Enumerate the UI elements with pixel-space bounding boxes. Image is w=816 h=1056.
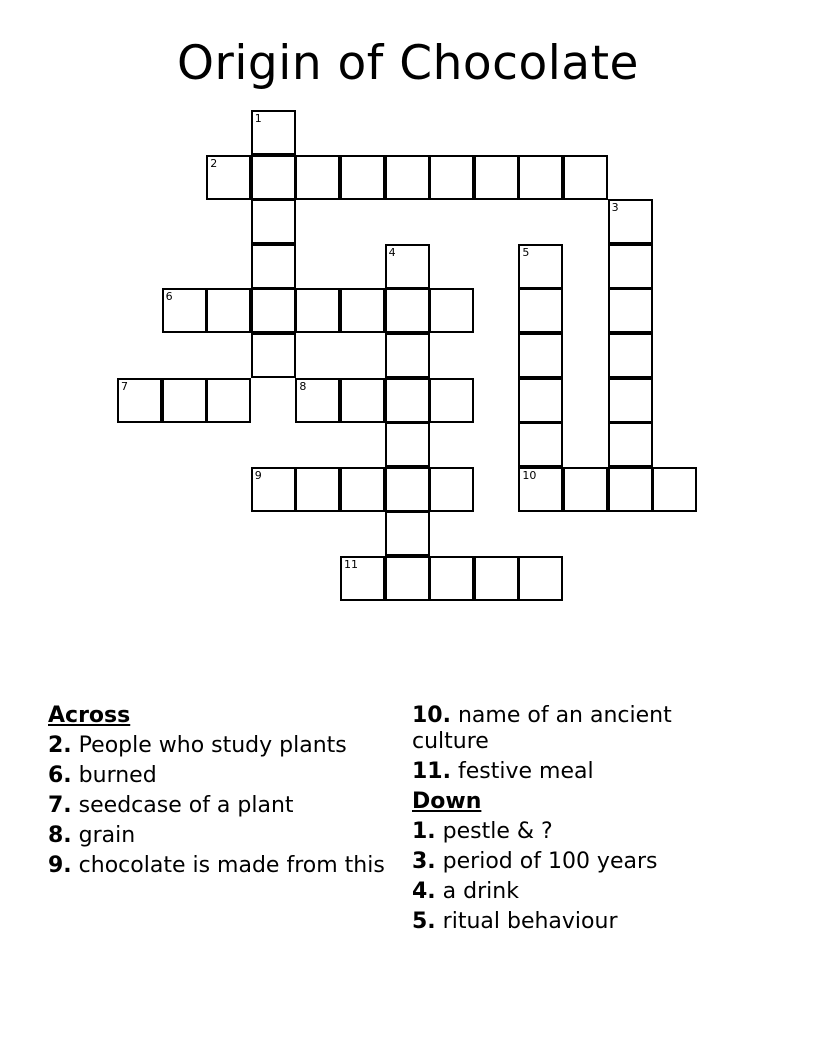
cell-number: 6	[165, 290, 173, 304]
across-clue-6	[48, 763, 393, 789]
across-clue-8	[48, 823, 393, 849]
crossword-cell[interactable]	[340, 467, 385, 512]
down-clue-1	[412, 819, 742, 845]
clue-text: ritual behaviour	[442, 909, 618, 934]
clue-text: seedcase of a plant	[78, 793, 294, 818]
crossword-cell[interactable]	[608, 467, 653, 512]
crossword-cell[interactable]	[385, 556, 430, 601]
crossword-cell[interactable]	[385, 244, 430, 289]
down-clue-4	[412, 879, 742, 905]
crossword-cell[interactable]	[295, 378, 340, 423]
clue-number: 5.	[412, 909, 436, 934]
crossword-cell[interactable]	[385, 288, 430, 333]
clue-number: 3.	[412, 849, 436, 874]
clue-number: 11.	[412, 759, 451, 784]
crossword-cell[interactable]	[251, 333, 296, 378]
crossword-cell[interactable]	[518, 288, 563, 333]
crossword-cell[interactable]	[295, 288, 340, 333]
clue-text: period of 100 years	[442, 849, 658, 874]
crossword-cell[interactable]	[385, 422, 430, 467]
across-clue-9	[48, 853, 393, 879]
crossword-cell[interactable]	[563, 155, 608, 200]
crossword-cell[interactable]	[340, 378, 385, 423]
crossword-cell[interactable]	[652, 467, 697, 512]
clue-text: People who study plants	[78, 733, 347, 758]
clue-number: 1.	[412, 819, 436, 844]
cell-number: 11	[344, 558, 358, 571]
page-title: Origin of Chocolate	[177, 36, 639, 91]
crossword-cell[interactable]	[429, 155, 474, 200]
crossword-cell[interactable]	[429, 288, 474, 333]
across-clue-10	[412, 703, 742, 755]
cell-number: 1	[254, 112, 262, 125]
cell-number: 8	[299, 379, 307, 393]
crossword-cell[interactable]	[608, 288, 653, 333]
crossword-cell[interactable]	[340, 155, 385, 200]
crossword-cell[interactable]	[295, 467, 340, 512]
across-clue-2	[48, 733, 393, 759]
crossword-cell[interactable]	[518, 556, 563, 601]
clue-text: festive meal	[457, 759, 594, 784]
crossword-cell[interactable]	[429, 378, 474, 423]
crossword-cell[interactable]	[385, 511, 430, 556]
crossword-cell[interactable]	[608, 378, 653, 423]
crossword-cell[interactable]	[608, 422, 653, 467]
clue-text: chocolate is made from this	[78, 853, 385, 878]
clue-number: 9.	[48, 853, 72, 878]
crossword-cell[interactable]	[474, 556, 519, 601]
crossword-cell[interactable]	[429, 467, 474, 512]
crossword-cell[interactable]	[385, 155, 430, 200]
crossword-cell[interactable]	[162, 288, 207, 333]
cell-number: 10	[522, 468, 537, 482]
down-clue-5	[412, 909, 742, 935]
clue-number: 6.	[48, 763, 72, 788]
cell-number: 5	[522, 245, 530, 259]
crossword-cell[interactable]	[340, 556, 385, 601]
crossword-cell[interactable]	[385, 333, 430, 378]
crossword-cell[interactable]	[474, 155, 519, 200]
crossword-cell[interactable]	[518, 422, 563, 467]
clue-number: 2.	[48, 733, 72, 758]
clue-text: name of an ancient culture	[412, 703, 672, 754]
cell-number: 2	[210, 156, 218, 170]
crossword-cell[interactable]	[608, 199, 653, 244]
cell-number: 7	[121, 379, 128, 393]
down-clue-3	[412, 849, 742, 875]
crossword-cell[interactable]	[429, 556, 474, 601]
across-clue-7	[48, 793, 393, 819]
crossword-cell[interactable]	[518, 467, 563, 512]
across-heading: Across	[48, 703, 131, 728]
clues-right-column	[412, 703, 742, 939]
clues-left-column	[48, 703, 393, 883]
crossword-cell[interactable]	[295, 155, 340, 200]
crossword-cell[interactable]	[518, 333, 563, 378]
clue-number: 7.	[48, 793, 72, 818]
crossword-cell[interactable]	[206, 378, 251, 423]
crossword-cell[interactable]	[518, 244, 563, 289]
crossword-cell[interactable]	[251, 244, 296, 289]
cell-number: 3	[611, 201, 619, 215]
clue-text: pestle & ?	[442, 819, 553, 844]
crossword-cell[interactable]	[206, 155, 251, 200]
clue-number: 10.	[412, 703, 451, 728]
crossword-cell[interactable]	[251, 155, 296, 200]
crossword-cell[interactable]	[563, 467, 608, 512]
crossword-cell[interactable]	[251, 110, 296, 155]
cell-number: 9	[254, 468, 262, 482]
crossword-cell[interactable]	[251, 199, 296, 244]
crossword-cell[interactable]	[608, 333, 653, 378]
cell-number: 4	[388, 245, 396, 259]
down-heading: Down	[412, 789, 482, 814]
crossword-cell[interactable]	[608, 244, 653, 289]
clue-text: grain	[78, 823, 136, 848]
crossword-cell[interactable]	[206, 288, 251, 333]
crossword-cell[interactable]	[385, 467, 430, 512]
crossword-cell[interactable]	[385, 378, 430, 423]
crossword-cell[interactable]	[162, 378, 207, 423]
crossword-cell[interactable]	[251, 467, 296, 512]
crossword-cell[interactable]	[518, 155, 563, 200]
crossword-cell[interactable]	[518, 378, 563, 423]
across-clue-11	[412, 759, 742, 785]
clue-text: burned	[78, 763, 157, 788]
crossword-cell[interactable]	[340, 288, 385, 333]
clue-number: 4.	[412, 879, 436, 904]
crossword-cell[interactable]	[251, 288, 296, 333]
clue-text: a drink	[442, 879, 519, 904]
clue-number: 8.	[48, 823, 72, 848]
crossword-cell[interactable]	[117, 378, 162, 423]
